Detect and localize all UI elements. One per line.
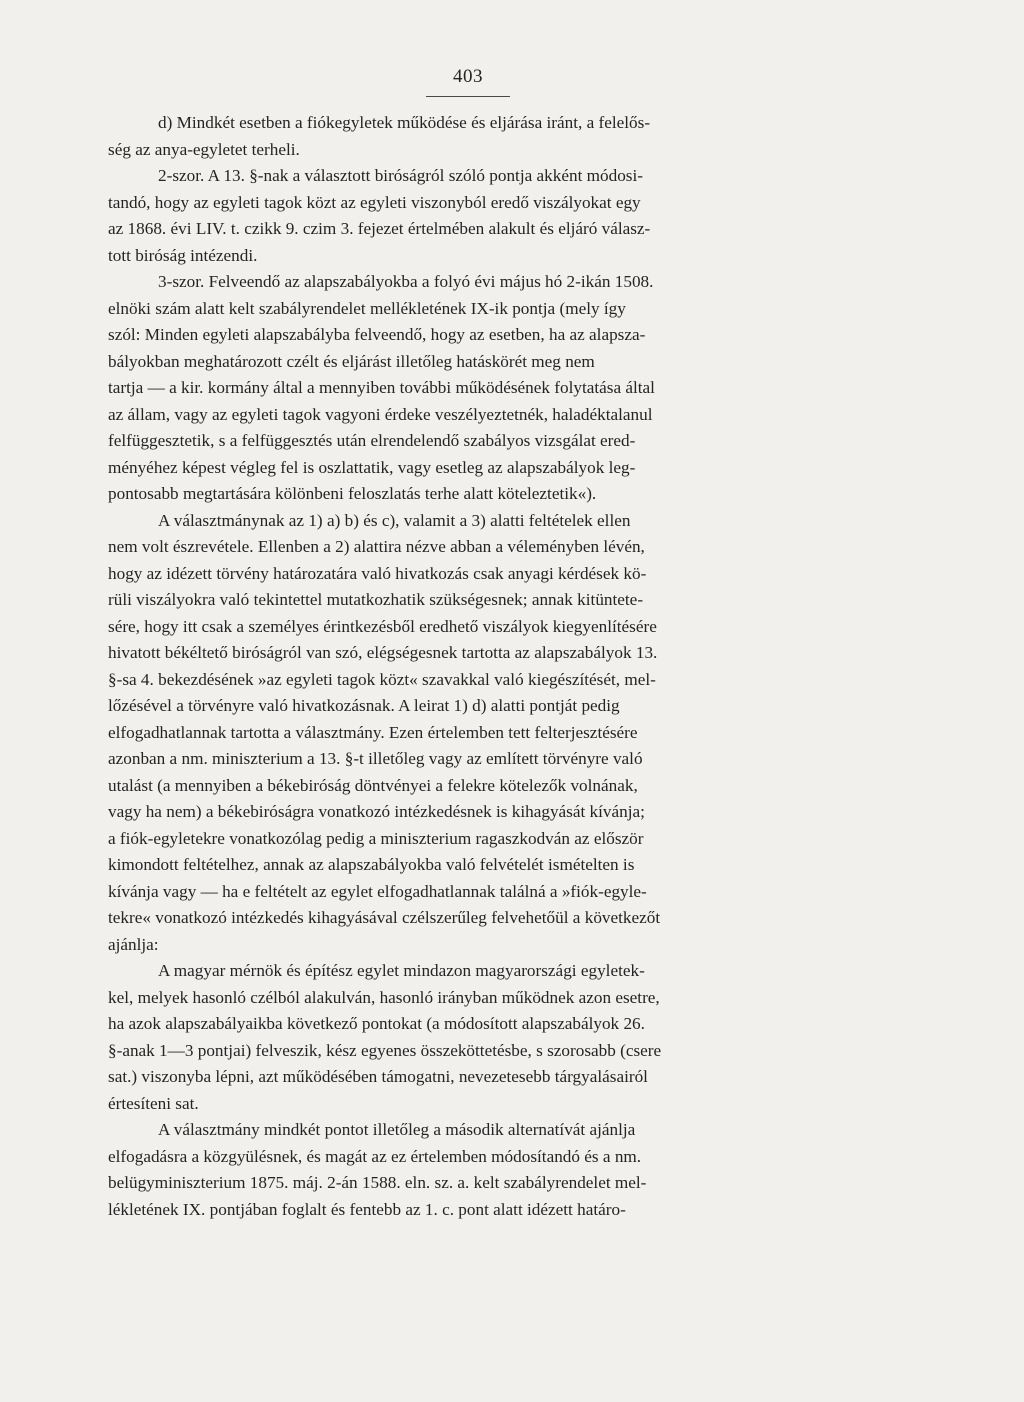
page-number-underline <box>426 96 510 97</box>
text-line: tekre« vonatkozó intézkedés kihagyásával czélszerűleg felvehetőül a következőt <box>108 908 661 927</box>
text-line: értesíteni sat. <box>108 1093 199 1113</box>
text-line: belügyminiszterium 1875. máj. 2-án 1588. eln. sz. a. kelt szabályrendelet mel- <box>108 1173 647 1192</box>
text-line: a fiók-egyletekre vonatkozólag pedig a miniszterium ragaszkodván az először <box>108 828 644 848</box>
text-line: ség az anya-egyletet terheli. <box>108 139 300 159</box>
text-line: felfüggesztetik, s a felfüggesztés után elrendelendő szabályos vizsgálat ered- <box>108 431 636 450</box>
text-line: hogy az idézett törvény határozatára való hivatkozás csak anyagi kérdések kö- <box>108 563 647 583</box>
text-line: 2-szor. A 13. §-nak a választott biróságról szóló pontja akként módosi- <box>158 166 643 185</box>
text-line: tandó, hogy az egyleti tagok közt az egyleti viszonyból eredő viszályokat egy <box>108 192 641 212</box>
text-line: elnöki szám alatt kelt szabályrendelet mellékletének IX-ik pontja (mely így <box>108 298 626 318</box>
text-line: §-sa 4. bekezdésének »az egyleti tagok közt« szavakkal való kiegészítését, mel- <box>108 669 656 689</box>
text-line: elfogadhatlannak tartotta a választmány. Ezen értelemben tett felterjesztésére <box>108 722 638 742</box>
text-line: sére, hogy itt csak a személyes érintkezésből eredhető viszályok kiegyenlítésére <box>108 616 657 636</box>
text-line: ményéhez képest végleg fel is oszlattatik, vagy esetleg az alapszabályok leg- <box>108 457 636 477</box>
text-line: az 1868. évi LIV. t. czikk 9. czim 3. fejezet értelmében alakult és eljáró válasz- <box>108 219 651 238</box>
text-line: azonban a nm. miniszterium a 13. §-t illetőleg vagy az említett törvényre való <box>108 749 643 768</box>
text-line: A magyar mérnök és építész egylet mindazon magyarországi egyletek- <box>158 961 645 980</box>
text-line: nem volt észrevétele. Ellenben a 2) alattira nézve abban a véleményben lévén, <box>108 537 645 556</box>
text-line: ajánlja: <box>108 934 159 954</box>
text-line: ha azok alapszabályaikba következő pontokat (a módosított alapszabályok 26. <box>108 1014 645 1033</box>
text-line: sat.) viszonyba lépni, azt működésében támogatni, nevezetesebb tárgyalásairól <box>108 1067 648 1086</box>
text-line: d) Mindkét esetben a fiókegyletek működése és eljárása iránt, a felelős- <box>158 113 651 132</box>
text-line: lőzésével a törvényre való hivatkozásnak. A leirat 1) d) alatti pontját pedig <box>108 696 620 715</box>
text-line: elfogadásra a közgyülésnek, és magát az ez értelemben módosítandó és a nm. <box>108 1146 642 1166</box>
text-line: az állam, vagy az egyleti tagok vagyoni érdeke veszélyeztetnék, haladéktalanul <box>108 404 653 424</box>
body-text <box>108 110 842 1223</box>
text-line: vagy ha nem) a békebiróságra vonatkozó intézkedésnek is kihagyását kívánja; <box>108 802 645 821</box>
text-line: kimondott feltételhez, annak az alapszabályokba való felvételét ismételten is <box>108 855 635 874</box>
page-number: 403 <box>453 66 483 87</box>
text-line: A választmány mindkét pontot illetőleg a második alternatívát ajánlja <box>158 1120 636 1139</box>
text-line: §-anak 1—3 pontjai) felveszik, kész egyenes összeköttetésbe, s szorosabb (csere <box>108 1040 662 1060</box>
text-line: rüli viszályokra való tekintettel mutatkozhatik szükségesnek; annak kitüntete- <box>108 590 644 609</box>
text-line: A választmánynak az 1) a) b) és c), valamit a 3) alatti feltételek ellen <box>158 510 631 530</box>
text-line: bályokban meghatározott czélt és eljárást illetőleg hatáskörét meg nem <box>108 351 595 371</box>
text-line: kel, melyek hasonló czélból alakulván, hasonló irányban működnek azon esetre, <box>108 987 660 1007</box>
text-line: lékletének IX. pontjában foglalt és fentebb az 1. c. pont alatt idézett határo- <box>108 1199 626 1219</box>
text-line: tartja — a kir. kormány által a mennyiben további működésének folytatása által <box>108 378 655 397</box>
text-line: kívánja vagy — ha e feltételt az egylet elfogadhatlannak találná a »fiók-egyle- <box>108 881 647 901</box>
text-line: hivatott békéltető biróságról van szó, elégségesnek tartotta az alapszabályok 13. <box>108 643 658 662</box>
text-line: szól: Minden egyleti alapszabályba felveendő, hogy az esetben, ha az alapsza- <box>108 325 646 344</box>
text-line: pontosabb megtartására kölönbeni feloszlatás terhe alatt köteleztetik«). <box>108 484 597 503</box>
text-line: utalást (a mennyiben a békebiróság döntvényei a felekre kötelezők volnának, <box>108 775 638 795</box>
text-line: 3-szor. Felveendő az alapszabályokba a folyó évi május hó 2-ikán 1508. <box>158 272 654 291</box>
text-line: tott biróság intézendi. <box>108 245 258 265</box>
